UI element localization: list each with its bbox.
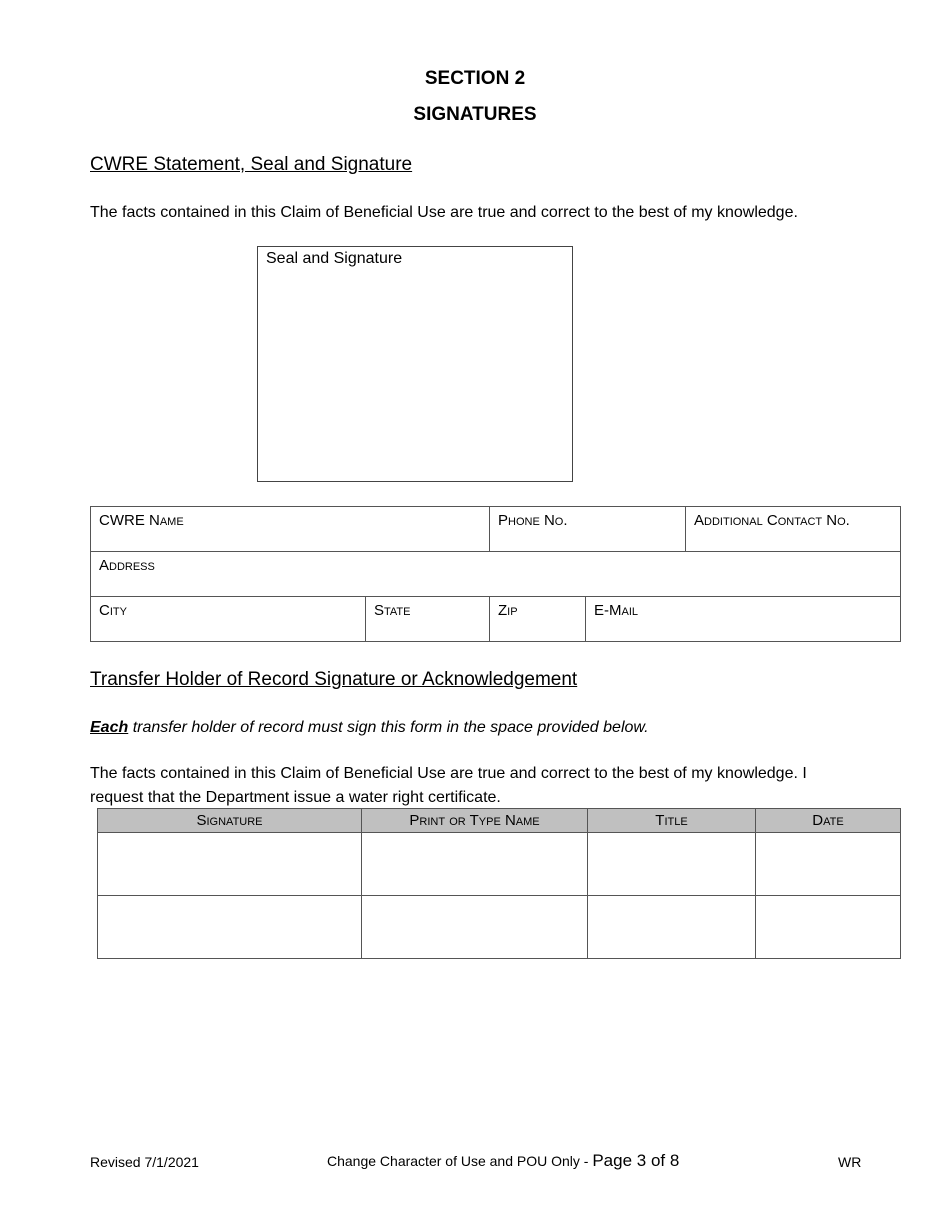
additional-contact-field[interactable]	[686, 507, 901, 552]
table-row	[98, 896, 901, 959]
section-number: SECTION 2	[424, 68, 526, 89]
cwre-info-table	[90, 506, 901, 642]
holder-instruction	[90, 716, 649, 740]
state-label: State	[374, 602, 411, 619]
date-header: Date	[756, 809, 901, 833]
footer-page: Page 3 of 8	[592, 1151, 680, 1170]
section-title: SIGNATURES	[413, 104, 537, 125]
seal-signature-label: Seal and Signature	[266, 250, 403, 267]
name-cell[interactable]	[362, 833, 588, 896]
phone-label: Phone No.	[498, 512, 568, 529]
cwre-statement: The facts contained in this Claim of Beneficial Use are true and correct to the best of my knowledge.	[90, 204, 798, 221]
cwre-heading: CWRE Statement, Seal and Signature	[90, 154, 413, 175]
title-header: Title	[588, 809, 756, 833]
title-cell[interactable]	[588, 833, 756, 896]
holder-statement	[90, 762, 807, 810]
phone-field[interactable]	[490, 507, 686, 552]
date-cell[interactable]	[756, 833, 901, 896]
zip-label: Zip	[498, 602, 518, 619]
additional-contact-label: Additional Contact No.	[694, 512, 850, 529]
name-header: Print or Type Name	[362, 809, 588, 833]
signature-header: Signature	[98, 809, 362, 833]
cwre-name-label: CWRE Name	[99, 512, 184, 529]
title-cell[interactable]	[588, 896, 756, 959]
holder-statement-line2: request that the Department issue a water right certificate.	[90, 789, 501, 806]
name-cell[interactable]	[362, 896, 588, 959]
holder-statement-line1: The facts contained in this Claim of Beneficial Use are true and correct to the best of my knowledge. I	[90, 765, 807, 782]
address-field[interactable]	[91, 552, 901, 597]
city-label: City	[99, 602, 127, 619]
signature-cell[interactable]	[98, 896, 362, 959]
state-field[interactable]	[366, 597, 490, 642]
holder-heading: Transfer Holder of Record Signature or Acknowledgement	[90, 669, 578, 690]
footer-code: WR	[838, 1154, 862, 1170]
footer-form	[327, 1151, 679, 1171]
address-label: Address	[99, 557, 155, 574]
signature-table	[97, 808, 901, 959]
instruction-text: transfer holder of record must sign this form in the space provided below.	[128, 719, 649, 736]
city-field[interactable]	[91, 597, 366, 642]
email-label: E-Mail	[594, 602, 639, 619]
cwre-name-field[interactable]	[91, 507, 490, 552]
email-field[interactable]	[586, 597, 901, 642]
instruction-emphasis: Each	[90, 719, 129, 736]
footer-revised: Revised 7/1/2021	[90, 1154, 199, 1170]
seal-signature-box[interactable]	[257, 246, 573, 482]
date-cell[interactable]	[756, 896, 901, 959]
zip-field[interactable]	[490, 597, 586, 642]
signature-cell[interactable]	[98, 833, 362, 896]
table-row	[98, 833, 901, 896]
footer-form-name: Change Character of Use and POU Only -	[327, 1153, 593, 1169]
